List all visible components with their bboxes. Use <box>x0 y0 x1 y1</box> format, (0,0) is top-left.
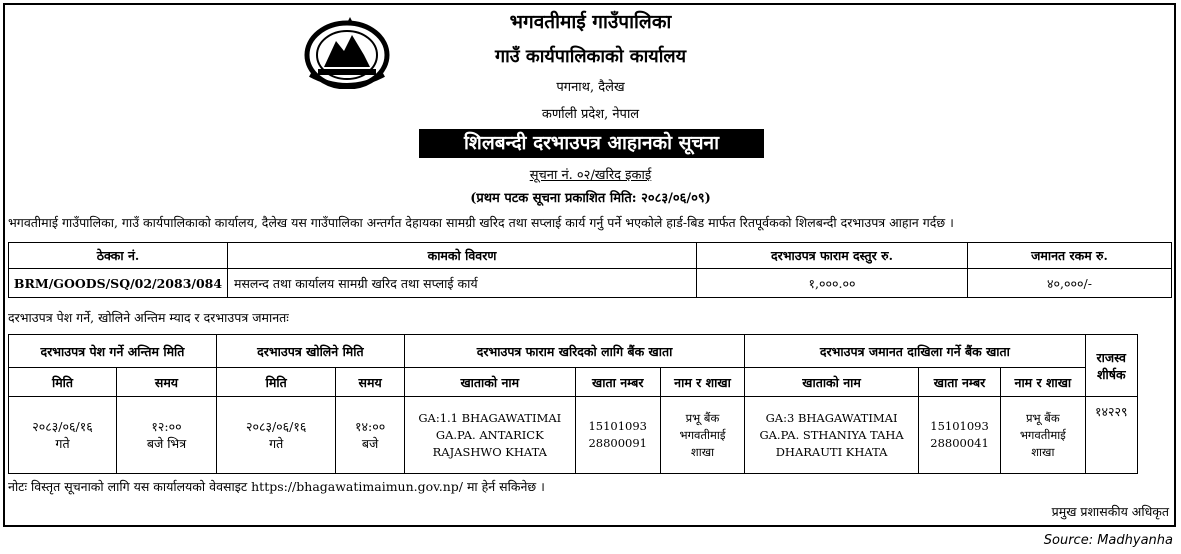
province-name: कर्णाली प्रदेश, नेपाल <box>541 107 640 122</box>
submit-date: २०८३/०६/१६ <box>32 419 93 434</box>
open-date: २०८३/०६/१६ <box>245 419 307 434</box>
submit-time-cell <box>117 397 217 474</box>
subheader-date: मिति <box>216 368 335 397</box>
schedule-label: दरभाउपत्र पेश गर्ने, खोलिने अन्तिम म्याद र दरभाउपत्र जमानतः <box>8 310 289 325</box>
contract-no: BRM/GOODS/SQ/02/2083/084 <box>9 269 228 298</box>
submit-date-suffix: गते <box>55 436 70 451</box>
form-account-name-line: GA:1.1 BHAGAWATIMAI <box>418 410 562 425</box>
open-time-cell <box>336 397 404 474</box>
header-opening-date: दरभाउपत्र खोलिने मिति <box>216 335 404 368</box>
security-amount: ४०,०००/- <box>968 269 1172 298</box>
subheader-bank-branch: नाम र शाखा <box>660 368 744 397</box>
open-time-suffix: बजे <box>361 436 379 451</box>
office-name: गाउँ कार्यपालिकाको कार्यालय <box>494 46 687 67</box>
subheader-bank-branch: नाम र शाखा <box>1001 368 1085 397</box>
header-deposit-bank-account: दरभाउपत्र जमानत दाखिला गर्ने बैंक खाता <box>745 335 1085 368</box>
form-account-number-line: 28800091 <box>588 436 648 450</box>
open-date-cell <box>216 397 335 474</box>
open-date-suffix: गते <box>269 436 284 451</box>
intro-paragraph: भगवतीमाई गाउँपालिका, गाउँ कार्यपालिकाको कार्यालय, दैलेख यस गाउँपालिका अन्तर्गत देहायका सामग्री खरिद तथा सप्लाई कार्य गर्नु पर्ने भएकोले हार्ड-बिड मार्फत रितपूर्वकको शिलबन्दी दरभाउपत्र आहान गर्दछ । <box>8 215 954 230</box>
notice-title: शिलबन्दी दरभाउपत्र आहानको सूचना <box>419 129 764 158</box>
form-account-name-line: RAJASHWO KHATA <box>432 444 547 459</box>
header-form-bank-account: दरभाउपत्र फाराम खरिदको लागि बैंक खाता <box>404 335 744 368</box>
deposit-account-number-cell <box>918 397 1000 474</box>
org-name: भगवतीमाई गाउँपालिका <box>509 11 672 33</box>
subheader-account-number: खाता नम्बर <box>575 368 660 397</box>
publish-date: (प्रथम पटक सूचना प्रकाशित मिति: २०८३/०६/०९) <box>470 191 711 206</box>
col-form-fee: दरभाउपत्र फाराम दस्तुर रु. <box>697 243 968 269</box>
submit-date-cell <box>9 397 117 474</box>
deposit-account-number-line: 28800041 <box>930 436 989 450</box>
work-description: मसलन्द तथा कार्यालय सामग्री खरिद तथा सप्लाई कार्य <box>228 269 697 298</box>
col-work-description: कामको विवरण <box>228 243 697 269</box>
col-security-amount: जमानत रकम रु. <box>968 243 1172 269</box>
signatory: प्रमुख प्रशासकीय अधिकृत <box>1051 504 1169 519</box>
col-contract-no: ठेक्का नं. <box>9 243 228 269</box>
deposit-bank-branch-line: भगवतीमाई <box>1019 427 1066 442</box>
form-bank-branch-line: प्रभू बैंक <box>685 410 720 425</box>
deposit-bank-branch-line: प्रभू बैंक <box>1025 410 1060 425</box>
source-credit: Source: Madhyanha <box>1043 533 1173 548</box>
subheader-date: मिति <box>9 368 117 397</box>
note: नोटः विस्तृत सूचनाको लागि यस कार्यालयको वेवसाइट https://bhagawatimaimun.gov.np/ मा हेर्न सकिनेछ । <box>8 479 545 494</box>
contract-table <box>8 242 1172 298</box>
open-time: १४:०० <box>355 419 386 434</box>
table-header-row <box>9 243 1172 269</box>
deposit-account-name-cell <box>745 397 919 474</box>
header-submit-deadline: दरभाउपत्र पेश गर्ने अन्तिम मिति <box>9 335 217 368</box>
table-row <box>9 269 1172 298</box>
subheader-account-name: खाताको नाम <box>745 368 919 397</box>
deposit-bank-branch-cell <box>1001 397 1085 474</box>
subheader-time: समय <box>336 368 404 397</box>
office-location: पगनाथ, दैलेख <box>556 80 625 95</box>
submit-time: १२:०० <box>151 419 182 434</box>
form-account-number-cell <box>575 397 660 474</box>
form-bank-branch-line: भगवतीमाई <box>679 427 726 442</box>
schedule-table <box>8 334 1138 474</box>
submit-time-suffix: बजे भित्र <box>146 436 187 451</box>
deposit-bank-branch-line: शाखा <box>1031 444 1055 459</box>
form-bank-branch-line: शाखा <box>690 444 715 459</box>
subheader-account-number: खाता नम्बर <box>918 368 1000 397</box>
table-header-row <box>9 335 1138 368</box>
subheader-time: समय <box>117 368 217 397</box>
deposit-account-name-line: DHARAUTI KHATA <box>775 444 888 459</box>
header-revenue-code: राजस्व शीर्षक <box>1085 335 1137 397</box>
deposit-account-name-line: GA.PA. STHANIYA TAHA <box>759 427 904 442</box>
table-subheader-row <box>9 368 1138 397</box>
form-account-name-cell <box>404 397 575 474</box>
form-bank-branch-cell <box>660 397 744 474</box>
notice-number: सूचना नं. ०२/खरिद इकाई <box>529 168 652 183</box>
table-row <box>9 397 1138 474</box>
deposit-account-number-line: 15101093 <box>930 419 989 433</box>
form-fee: १,०००.०० <box>697 269 968 298</box>
deposit-account-name-line: GA:3 BHAGAWATIMAI <box>765 410 898 425</box>
revenue-code: १४२२९ <box>1085 397 1137 474</box>
subheader-account-name: खाताको नाम <box>404 368 575 397</box>
form-account-number-line: 15101093 <box>588 419 648 433</box>
form-account-name-line: GA.PA. ANTARICK <box>435 427 544 442</box>
